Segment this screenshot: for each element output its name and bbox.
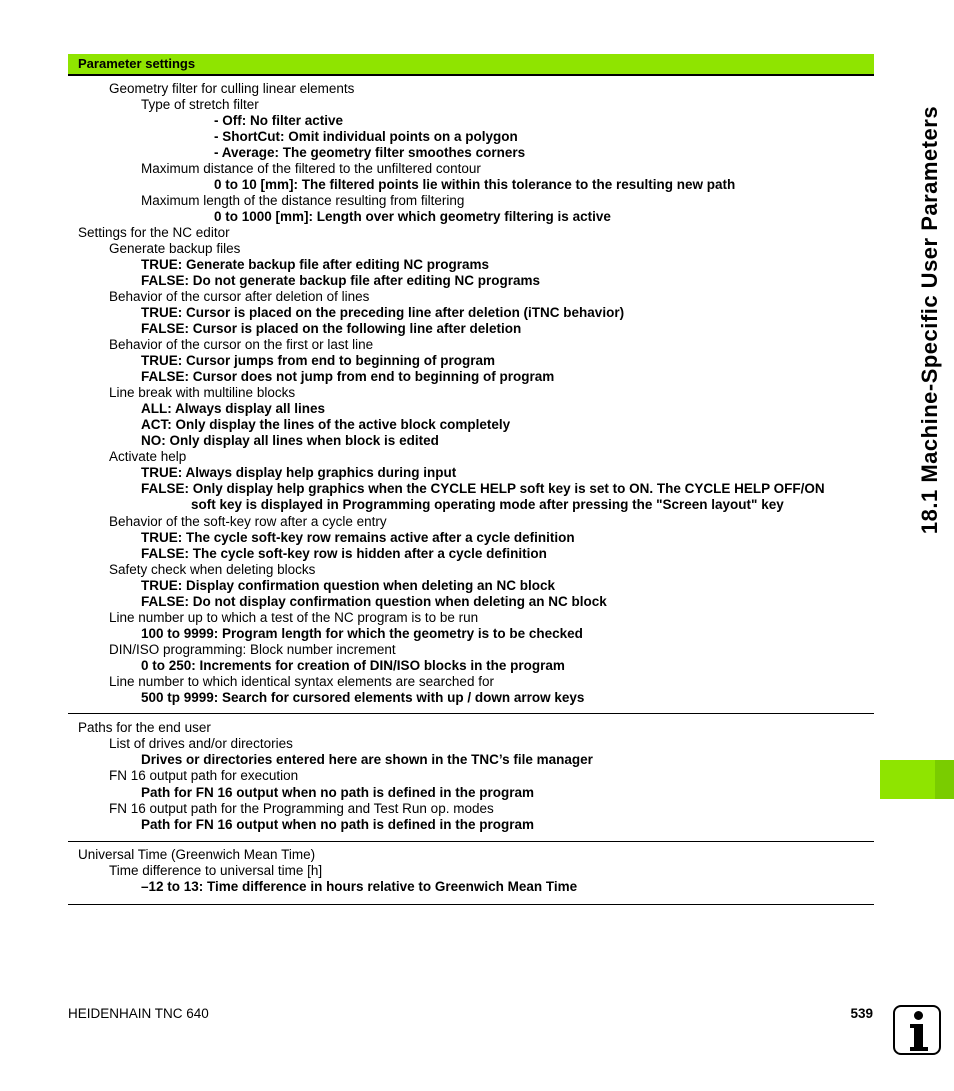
param-label: Type of stretch filter (141, 97, 259, 112)
info-icon (893, 1005, 941, 1055)
page-number: 539 (850, 1006, 873, 1021)
param-label: Line number up to which a test of the NC program is to be run (109, 610, 479, 625)
param-value: soft key is displayed in Programming operating mode after pressing the "Screen layout" key (191, 497, 784, 512)
param-value: FALSE: Cursor is placed on the following line after deletion (141, 321, 522, 336)
param-value: - ShortCut: Omit individual points on a polygon (214, 129, 518, 144)
footer-product-name: HEIDENHAIN TNC 640 (68, 1006, 209, 1021)
info-icon-dot (914, 1011, 923, 1020)
section-divider (68, 904, 874, 905)
param-value: FALSE: Do not display confirmation question when deleting an NC block (141, 594, 607, 609)
param-value: FALSE: Only display help graphics when the CYCLE HELP soft key is set to ON. The CYCLE HELP OFF/ON (141, 481, 825, 496)
param-value: FALSE: Do not generate backup file after editing NC programs (141, 273, 541, 288)
param-value: TRUE: The cycle soft-key row remains active after a cycle definition (141, 530, 575, 545)
param-value: TRUE: Display confirmation question when deleting an NC block (141, 578, 556, 593)
param-label: Behavior of the cursor after deletion of lines (109, 289, 370, 304)
param-value: TRUE: Generate backup file after editing NC programs (141, 257, 490, 272)
param-label: Activate help (109, 449, 187, 464)
param-label: Behavior of the cursor on the first or last line (109, 337, 374, 352)
section-divider (68, 841, 874, 842)
param-label: Maximum distance of the filtered to the unfiltered contour (141, 161, 481, 176)
param-value: 0 to 10 [mm]: The filtered points lie within this tolerance to the resulting new path (214, 177, 736, 192)
param-value: Path for FN 16 output when no path is defined in the program (141, 817, 535, 832)
param-group-label: Settings for the NC editor (78, 225, 230, 240)
param-value: - Off: No filter active (214, 113, 344, 128)
param-label: Safety check when deleting blocks (109, 562, 316, 577)
param-value: FALSE: The cycle soft-key row is hidden after a cycle definition (141, 546, 547, 561)
param-value: TRUE: Cursor is placed on the preceding line after deletion (iTNC behavior) (141, 305, 625, 320)
param-label: Line number to which identical syntax elements are searched for (109, 674, 494, 689)
param-label: Time difference to universal time [h] (109, 863, 323, 878)
param-value: –12 to 13: Time difference in hours relative to Greenwich Mean Time (141, 879, 578, 894)
param-label: List of drives and/or directories (109, 736, 293, 751)
param-value: 0 to 250: Increments for creation of DIN/ISO blocks in the program (141, 658, 565, 673)
param-value: TRUE: Cursor jumps from end to beginning of program (141, 353, 495, 368)
param-label: Line break with multiline blocks (109, 385, 296, 400)
info-icon-stem (910, 1024, 928, 1051)
param-label: FN 16 output path for the Programming and Test Run op. modes (109, 801, 494, 816)
table-header (68, 54, 874, 76)
param-value: Path for FN 16 output when no path is defined in the program (141, 785, 535, 800)
chapter-tab-edge (935, 760, 954, 799)
section-divider (68, 713, 874, 714)
param-group-label: Paths for the end user (78, 720, 211, 735)
param-value: TRUE: Always display help graphics during input (141, 465, 457, 480)
param-label: Geometry filter for culling linear elements (109, 81, 355, 96)
param-label: FN 16 output path for execution (109, 768, 299, 783)
param-value: 500 tp 9999: Search for cursored elements with up / down arrow keys (141, 690, 585, 705)
param-value: FALSE: Cursor does not jump from end to beginning of program (141, 369, 555, 384)
param-label: Maximum length of the distance resulting from filtering (141, 193, 465, 208)
param-group-label: Universal Time (Greenwich Mean Time) (78, 847, 316, 862)
param-value: 100 to 9999: Program length for which the geometry is to be checked (141, 626, 583, 641)
param-value: NO: Only display all lines when block is edited (141, 433, 439, 448)
param-value: 0 to 1000 [mm]: Length over which geometry filtering is active (214, 209, 611, 224)
chapter-side-title: 18.1 Machine-Specific User Parameters (917, 105, 942, 535)
param-value: - Average: The geometry filter smoothes corners (214, 145, 526, 160)
param-label: Generate backup files (109, 241, 241, 256)
param-value: Drives or directories entered here are shown in the TNC’s file manager (141, 752, 593, 767)
param-label: Behavior of the soft-key row after a cycle entry (109, 514, 387, 529)
param-value: ACT: Only display the lines of the active block completely (141, 417, 511, 432)
param-label: DIN/ISO programming: Block number increment (109, 642, 396, 657)
param-value: ALL: Always display all lines (141, 401, 326, 416)
table-header-title: Parameter settings (78, 56, 196, 71)
